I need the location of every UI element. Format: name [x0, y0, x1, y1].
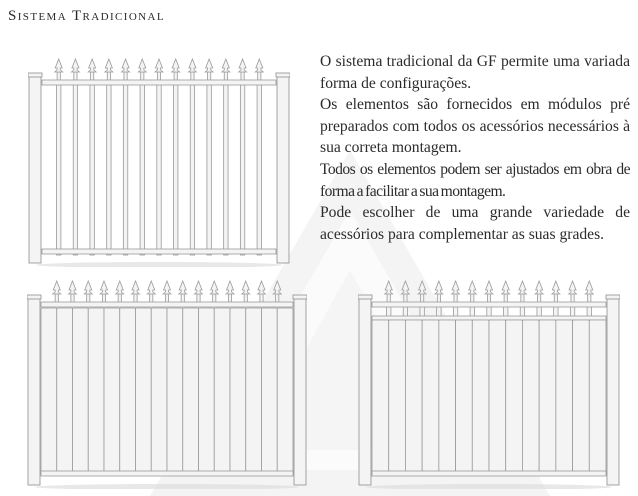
fence-slat [456, 320, 473, 475]
description-paragraph: Todos os elementos podem ser ajustados em obra de forma a facilitar a sua montagem. [320, 160, 630, 200]
finial-spike [401, 281, 409, 294]
left-post-cap [28, 73, 42, 77]
gate-full-panel-illustration [27, 277, 307, 489]
fence-slat [506, 320, 523, 475]
fence-bar [224, 82, 228, 255]
fence-bar [140, 82, 144, 255]
fence-bar [157, 82, 161, 255]
fence-slat [262, 308, 278, 475]
finial-spike [242, 281, 250, 294]
finial-spike [552, 281, 560, 294]
ground-shadow [35, 484, 299, 489]
finial-spike [188, 59, 196, 72]
fence-slat [589, 320, 606, 475]
left-post [359, 297, 371, 485]
finial-spike [155, 59, 163, 72]
finial-spike [385, 281, 393, 294]
fence-bar [207, 82, 211, 255]
fence-bar [90, 82, 94, 255]
bottom-rail [372, 471, 606, 476]
finial-spike [132, 281, 140, 294]
finial-spike [71, 59, 79, 72]
fence-slat [277, 308, 293, 475]
left-post-cap [27, 295, 41, 299]
fence-slat [422, 320, 439, 475]
fence-bar [107, 82, 111, 255]
left-post [29, 75, 41, 263]
right-post-cap [276, 73, 290, 77]
finial-spike [88, 59, 96, 72]
right-post [294, 297, 306, 485]
finial-spike [418, 281, 426, 294]
finial-spike [122, 59, 130, 72]
finial-spike [105, 59, 113, 72]
fence-slat [88, 308, 104, 475]
fence-slat [183, 308, 199, 475]
right-post [607, 297, 619, 485]
fence-slat [73, 308, 89, 475]
finial-spike [258, 281, 266, 294]
finial-spike [116, 281, 124, 294]
finial-spike [179, 281, 187, 294]
finial-spike [195, 281, 203, 294]
finial-spike [569, 281, 577, 294]
description-paragraph: Pode escolher de uma grande variedade de acessórios para complementar as suas grades. [320, 204, 630, 243]
fence-bar [73, 82, 77, 255]
fence-slat [246, 308, 262, 475]
finial-spike [485, 281, 493, 294]
fence-bar [57, 82, 61, 255]
fence-slat [573, 320, 590, 475]
fence-slat [167, 308, 183, 475]
finial-spike [69, 281, 77, 294]
fence-slat [230, 308, 246, 475]
finial-spike [53, 281, 61, 294]
top-rail [42, 80, 276, 85]
right-post [277, 75, 289, 263]
right-post-cap [606, 295, 620, 299]
finial-spike [55, 59, 63, 72]
fence-bar [123, 82, 127, 255]
finial-spike [172, 59, 180, 72]
section-title: Sistema Tradicional [8, 8, 165, 24]
fence-slat [199, 308, 215, 475]
finial-spike [100, 281, 108, 294]
top-rail [41, 302, 293, 307]
finial-spike [138, 59, 146, 72]
fence-slat [214, 308, 230, 475]
ground-shadow [36, 262, 282, 267]
fence-slat [522, 320, 539, 475]
fence-slat [439, 320, 456, 475]
finial-spike [468, 281, 476, 294]
description-text [320, 51, 630, 245]
fence-slat [556, 320, 573, 475]
finial-spike [239, 59, 247, 72]
finial-spike [535, 281, 543, 294]
mid-rail [372, 316, 606, 320]
fence-bar [190, 82, 194, 255]
description-paragraph: O sistema tradicional da GF permite uma variada forma de configurações. [320, 53, 630, 92]
bottom-rail [41, 471, 293, 476]
finial-spike [84, 281, 92, 294]
finial-spike [147, 281, 155, 294]
right-post-cap [293, 295, 307, 299]
finial-spike [163, 281, 171, 294]
fence-bar [240, 82, 244, 255]
fence-slat [136, 308, 152, 475]
finial-spike [502, 281, 510, 294]
fence-slat [489, 320, 506, 475]
fence-slat [405, 320, 422, 475]
bottom-rail [42, 249, 276, 254]
fence-slat [389, 320, 406, 475]
fence-slat [41, 308, 57, 475]
finial-spike [273, 281, 281, 294]
finial-spike [452, 281, 460, 294]
top-rail [372, 302, 606, 307]
finial-spike [255, 59, 263, 72]
ground-shadow [366, 484, 612, 489]
finial-spike [222, 59, 230, 72]
fence-slat [372, 320, 389, 475]
finial-spike [226, 281, 234, 294]
description-paragraph: Os elementos são fornecidos em módulos pré preparados com todos os acessórios necessários à sua correta montagem. [320, 96, 630, 157]
fence-bar [174, 82, 178, 255]
gate-open-bars-illustration [28, 55, 290, 267]
fence-slat [120, 308, 136, 475]
finial-spike [518, 281, 526, 294]
left-post [28, 297, 40, 485]
fence-slat [151, 308, 167, 475]
finial-spike [205, 59, 213, 72]
gate-panel-open-top-illustration [358, 277, 620, 489]
fence-slat [539, 320, 556, 475]
fence-bar [257, 82, 261, 255]
fence-slat [472, 320, 489, 475]
fence-slat [104, 308, 120, 475]
finial-spike [435, 281, 443, 294]
finial-spike [585, 281, 593, 294]
finial-spike [210, 281, 218, 294]
left-post-cap [358, 295, 372, 299]
fence-slat [57, 308, 73, 475]
